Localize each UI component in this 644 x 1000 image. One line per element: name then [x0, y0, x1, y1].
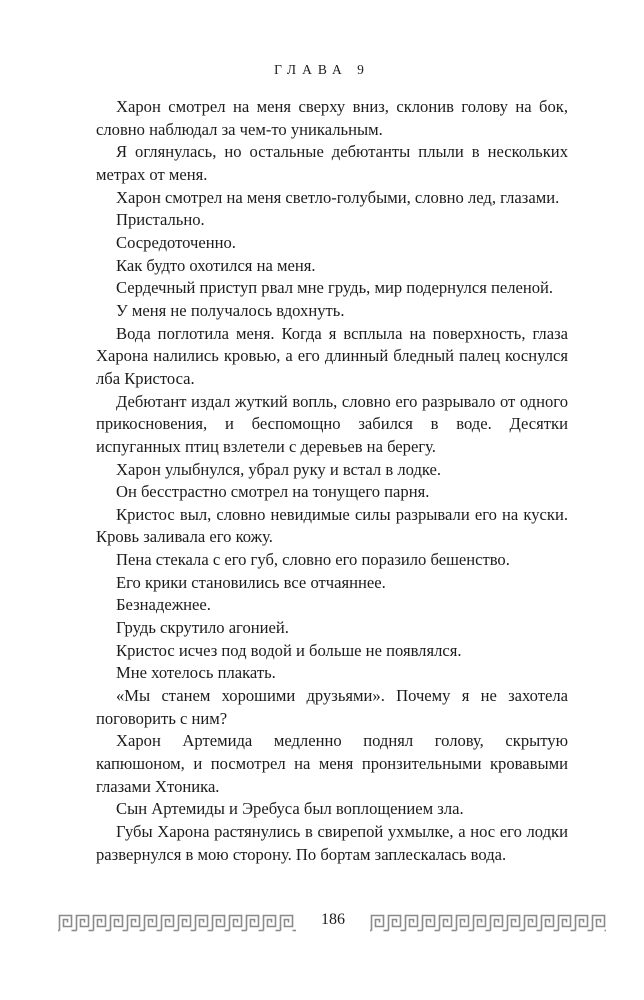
- paragraph: Мне хотелось плакать.: [116, 663, 276, 683]
- greek-key-ornament-right: [370, 914, 606, 932]
- page-number: 186: [321, 911, 345, 928]
- paragraph: Безнадежнее.: [116, 595, 211, 615]
- paragraph: Как будто охотился на меня.: [116, 255, 316, 275]
- paragraph: «Мы станем хорошими друзьями». Почему я не захотела поговорить с ним?: [96, 686, 568, 728]
- paragraph: Харон Артемида медленно поднял голову, скрытую капюшоном, и посмотрел на меня пронзительными кровавыми глазами Хтоника.: [96, 731, 568, 796]
- paragraph: Его крики становились все отчаяннее.: [116, 572, 386, 592]
- paragraph: Я оглянулась, но остальные дебютанты плыли в нескольких метрах от меня.: [96, 142, 568, 184]
- body-text: [96, 96, 568, 866]
- paragraph: Сердечный приступ рвал мне грудь, мир подернулся пеленой.: [116, 278, 554, 298]
- paragraph: Грудь скрутило агонией.: [116, 618, 289, 638]
- page-footer: [58, 910, 606, 936]
- paragraph: Харон смотрел на меня сверху вниз, склонив голову на бок, словно наблюдал за чем-то уникальным.: [96, 97, 568, 139]
- paragraph: Кристос исчез под водой и больше не появлялся.: [116, 640, 462, 660]
- paragraph: Губы Харона растянулись в свирепой ухмылке, а нос его лодки развернулся в мою сторону. По бортам заплескалась вода.: [96, 822, 568, 864]
- paragraph: Он бесстрастно смотрел на тонущего парня.: [116, 482, 430, 502]
- paragraph: Дебютант издал жуткий вопль, словно его разрывало от одного прикосновения, и беспомощно забился в воде. Десятки испуганных птиц взлетели с деревьев на берегу.: [96, 391, 568, 456]
- paragraph: Пристально.: [116, 210, 205, 230]
- paragraph: Кристос выл, словно невидимые силы разрывали его на куски. Кровь заливала его кожу.: [96, 504, 568, 547]
- chapter-header: ГЛАВА 9: [274, 62, 370, 77]
- paragraph: Харон улыбнулся, убрал руку и встал в лодке.: [116, 459, 442, 479]
- greek-key-ornament-left: [58, 914, 296, 932]
- paragraph: Вода поглотила меня. Когда я всплыла на поверхность, глаза Харона налились кровью, а его длинный бледный палец коснулся лба Кристоса.: [96, 323, 568, 388]
- paragraph: У меня не получалось вдохнуть.: [116, 300, 345, 320]
- paragraph: Пена стекала с его губ, словно его поразило бешенство.: [116, 550, 510, 570]
- paragraph: Харон смотрел на меня светло-голубыми, словно лед, глазами.: [116, 187, 560, 207]
- paragraph: Сын Артемиды и Эребуса был воплощением зла.: [116, 799, 464, 819]
- paragraph: Сосредоточенно.: [116, 232, 236, 252]
